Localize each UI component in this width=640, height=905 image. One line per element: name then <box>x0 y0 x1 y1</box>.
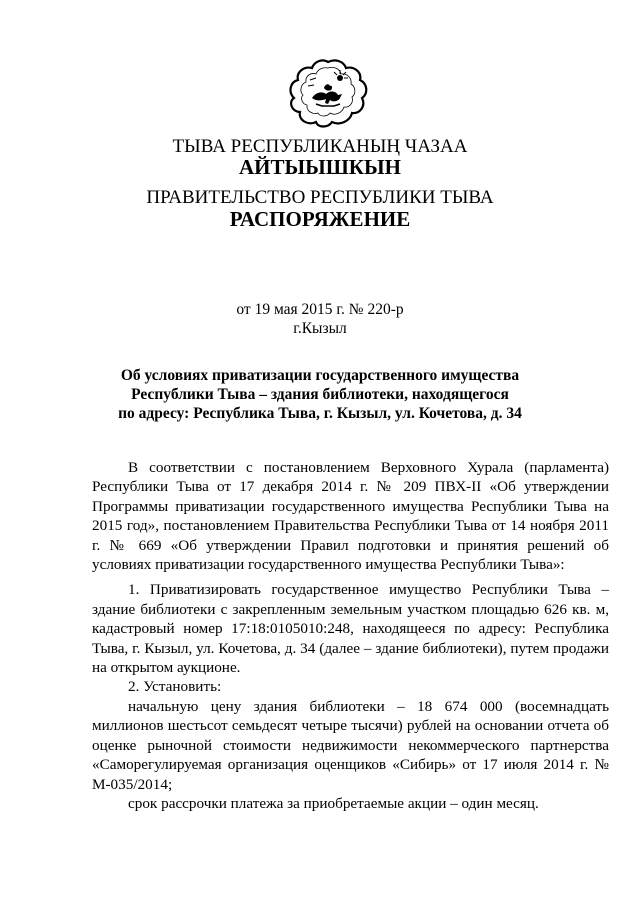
title-line: по адресу: Республика Тыва, г. Кызыл, ул. Кочетова, д. 34 <box>118 405 522 422</box>
clause-2-heading: 2. Установить: <box>128 678 222 696</box>
tuva-coat-of-arms-emblem <box>288 58 368 128</box>
clause-2-price-paragraph: начальную цену здания библиотеки – 18 674 000 (восемнадцать миллионов шестьсот семьдесят четыре тысячи) рублей на основании отчета об оценке рыночной стоимости недвижимости некоммерческого партнерства «Саморегулируемая организация оценщиков «Сибирь» от 17 июля 2014 г. № М-035/2014; <box>92 697 609 793</box>
header-doc-type: РАСПОРЯЖЕНИЕ <box>229 207 411 231</box>
document-city: г.Кызыл <box>293 320 347 337</box>
clause-2-installment-paragraph: срок рассрочки платежа за приобретаемые акции – один месяц. <box>128 794 539 812</box>
document-body <box>92 458 609 813</box>
document-title <box>90 366 550 423</box>
title-line: Об условиях приватизации государственного имущества <box>120 367 520 384</box>
header-government-name: ПРАВИТЕЛЬСТВО РЕСПУБЛИКИ ТЫВА <box>146 187 494 208</box>
header-tuvan-doc-type: АЙТЫЫШКЫН <box>239 155 401 179</box>
document-date-number: от 19 мая 2015 г. № 220-р <box>236 301 404 318</box>
header-tuvan-government-name: ТЫВА РЕСПУБЛИКАНЫҢ ЧАЗАА <box>172 136 468 157</box>
preamble-paragraph: В соответствии с постановлением Верховного Хурала (парламента) Республики Тыва от 17 декабря 2014 г. № 209 ПВХ-II «Об утверждении Программы приватизации государственного имущества Республики Тыва на 2015 год», постановлением Правительства Республики Тыва от 14 ноября 2011 г. № 669 «Об утверждении Правил подготовки и принятия решений об условиях приватизации государственного имущества Республики Тыва»: <box>92 459 609 574</box>
clause-1-paragraph: 1. Приватизировать государственное имущество Республики Тыва – здание библиотеки с закрепленным земельным участком площадью 626 кв. м, кадастровый номер 17:18:0105010:248, находящееся по адресу: Республика Тыва, г. Кызыл, ул. Кочетова, д. 34 (далее – здание библиотеки), путем продажи на открытом аукционе. <box>92 581 609 677</box>
title-line: Республики Тыва – здания библиотеки, находящегося <box>131 386 509 403</box>
